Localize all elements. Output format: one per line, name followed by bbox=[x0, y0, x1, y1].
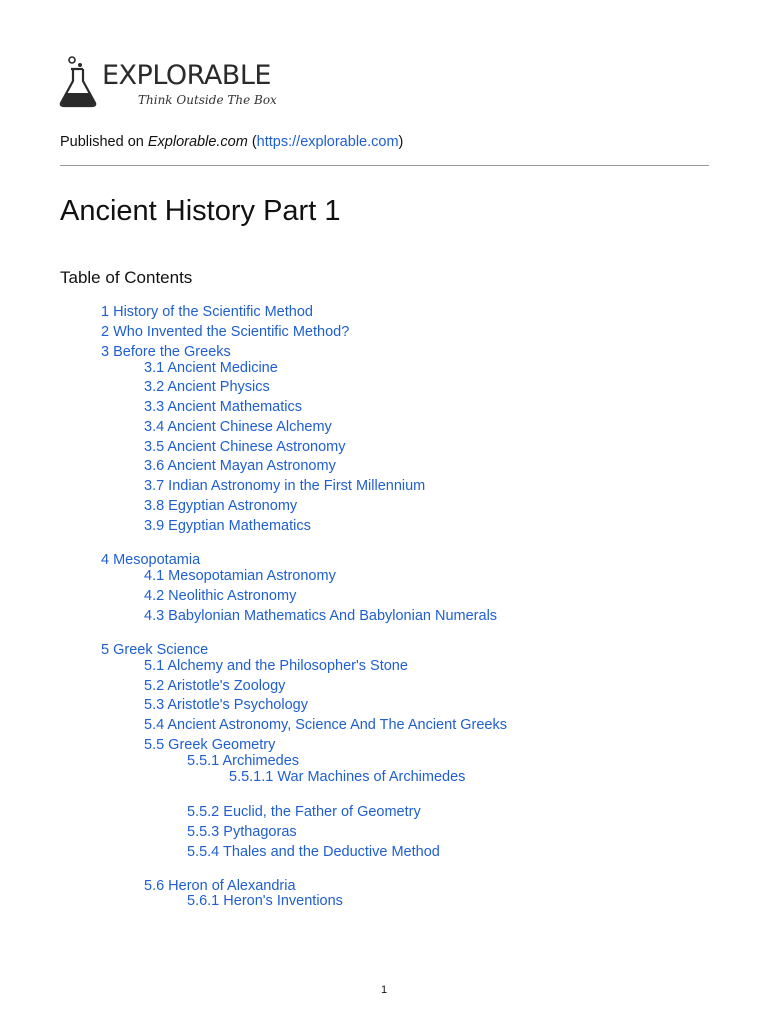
toc-link[interactable]: 3.8 Egyptian Astronomy bbox=[144, 498, 298, 514]
flask-icon bbox=[58, 56, 98, 108]
toc-link[interactable]: 2 Who Invented the Scientific Method? bbox=[101, 324, 350, 340]
header-divider bbox=[60, 165, 709, 166]
published-url-link[interactable]: https://explorable.com bbox=[256, 134, 399, 150]
published-open-paren: ( bbox=[247, 134, 257, 150]
toc-link[interactable]: 3.6 Ancient Mayan Astronomy bbox=[144, 458, 336, 474]
toc-link[interactable]: 5 Greek Science bbox=[101, 642, 209, 658]
toc-link[interactable]: 4 Mesopotamia bbox=[101, 552, 201, 568]
toc-link[interactable]: 5.2 Aristotle's Zoology bbox=[144, 678, 286, 694]
toc-link[interactable]: 5.5.1 Archimedes bbox=[187, 753, 300, 769]
toc-link[interactable]: 5.6.1 Heron's Inventions bbox=[187, 893, 343, 909]
toc-link[interactable]: 3.3 Ancient Mathematics bbox=[144, 399, 302, 415]
toc-link[interactable]: 3.1 Ancient Medicine bbox=[144, 360, 278, 376]
toc-link[interactable]: 5.5.2 Euclid, the Father of Geometry bbox=[187, 804, 421, 820]
published-prefix: Published on bbox=[60, 134, 148, 150]
toc-link[interactable]: 3.9 Egyptian Mathematics bbox=[144, 518, 311, 534]
toc-link[interactable]: 3 Before the Greeks bbox=[101, 344, 231, 360]
toc-link[interactable]: 3.5 Ancient Chinese Astronomy bbox=[144, 439, 346, 455]
toc-link[interactable]: 4.1 Mesopotamian Astronomy bbox=[144, 568, 336, 584]
toc-link[interactable]: 5.1 Alchemy and the Philosopher's Stone bbox=[144, 658, 408, 674]
toc-link[interactable]: 5.5 Greek Geometry bbox=[144, 737, 276, 753]
published-line bbox=[60, 133, 403, 151]
toc-link[interactable]: 3.2 Ancient Physics bbox=[144, 379, 270, 395]
toc-link[interactable]: 5.5.3 Pythagoras bbox=[187, 824, 297, 840]
toc-link[interactable]: 4.2 Neolithic Astronomy bbox=[144, 588, 297, 604]
page-title: Ancient History Part 1 bbox=[60, 195, 341, 227]
toc-link[interactable]: 1 History of the Scientific Method bbox=[101, 304, 313, 320]
toc-link[interactable]: 5.4 Ancient Astronomy, Science And The Ancient Greeks bbox=[144, 717, 507, 733]
toc-link[interactable]: 5.3 Aristotle's Psychology bbox=[144, 697, 308, 713]
toc-link[interactable]: 5.5.4 Thales and the Deductive Method bbox=[187, 844, 440, 860]
logo-wordmark: EXPLORABLE bbox=[102, 60, 271, 91]
toc-link[interactable]: 5.6 Heron of Alexandria bbox=[144, 878, 296, 894]
toc-heading: Table of Contents bbox=[60, 268, 193, 287]
published-close-paren: ) bbox=[398, 134, 404, 150]
toc-link[interactable]: 5.5.1.1 War Machines of Archimedes bbox=[229, 769, 466, 785]
published-site: Explorable.com bbox=[147, 134, 248, 150]
toc-link[interactable]: 4.3 Babylonian Mathematics And Babylonian Numerals bbox=[144, 608, 498, 624]
toc-link[interactable]: 3.7 Indian Astronomy in the First Millennium bbox=[144, 478, 426, 494]
explorable-logo bbox=[58, 56, 298, 112]
logo-tagline: Think Outside The Box bbox=[138, 93, 277, 107]
toc-link[interactable]: 3.4 Ancient Chinese Alchemy bbox=[144, 419, 332, 435]
page-number: 1 bbox=[380, 984, 388, 996]
